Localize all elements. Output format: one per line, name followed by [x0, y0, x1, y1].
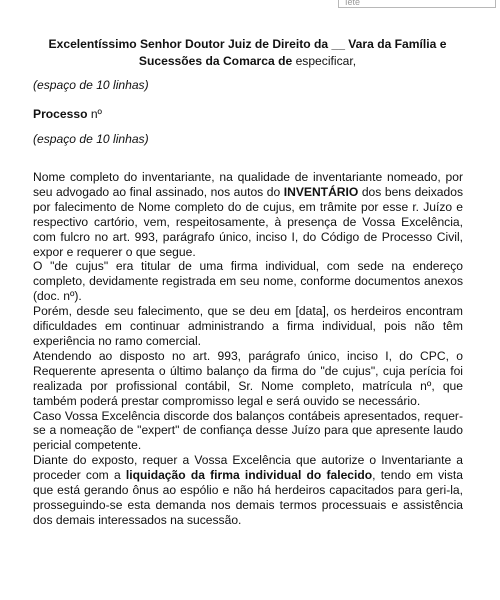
heading-addressee: Excelentíssimo Senhor Doutor Juiz de Direito da __ Vara da Família e Sucessões da Comarca de: [48, 37, 447, 68]
paragraph-request: [33, 453, 463, 528]
processo-label: Processo: [33, 107, 88, 121]
paragraph-firm: O "de cujus" era titular de uma firma individual, com sede na endereço completo, devidamente registrada em seu nome, conforme documentos anexos (doc. nº).: [33, 259, 463, 304]
paragraph-request-text-rest: , tendo em vista que está gerando ônus ao espólio e não há herdeiros capacitados para geri-la, prosseguindo-se esta demanda nos demais termos processuais e assistência dos demais interessados na sucessão.: [33, 468, 463, 527]
heading-placeholder: especificar,: [295, 54, 357, 68]
processo-number: nº: [90, 107, 102, 121]
space-note-2: (espaço de 10 linhas): [33, 132, 149, 146]
paragraph-balance: Atendendo ao disposto no art. 993, parágrafo único, inciso I, do CPC, o Requerente apresenta o último balanço da firma do "de cujus", cuja perícia foi realizada por profissional contábil, Sr. Nome completo, matrícula nº, que também poderá prestar compromisso legal e será ouvido se necessário.: [33, 348, 463, 408]
inventario-term: INVENTÁRIO: [283, 184, 359, 199]
paragraph-difficulties: Porém, desde seu falecimento, que se deu em [data], os herdeiros encontram dificuldades em continuar administrando a firma individual, pois não têm experiência no ramo comercial.: [33, 304, 463, 348]
space-note-1: (espaço de 10 linhas): [33, 78, 149, 92]
paragraph-intro-text: Nome completo do inventariante, na qualidade de inventariante nomeado, por seu advogado ao final assinado, nos autos do: [33, 170, 463, 199]
petition-body: [33, 170, 463, 528]
document-heading: [40, 36, 455, 70]
paragraph-request-text: Diante do exposto, requer a Vossa Excelência que autorize o Inventariante a proceder com a: [33, 453, 463, 483]
form-field[interactable]: Iete: [338, 0, 496, 8]
liquidation-term: liquidação da firma individual do falecido: [125, 468, 373, 483]
paragraph-intro-text-rest: dos bens deixados por falecimento de Nome completo do de cujus, em trâmite por esse r. Juízo e respectivo cartório, vem, respeitosamente, à presença de Vossa Excelência, com fulcro no art. 993, parágrafo único, inciso I, do Código de Processo Civil, expor e requerer o que segue.: [33, 184, 463, 259]
processo-line: [33, 106, 102, 123]
paragraph-expert: Caso Vossa Excelência discorde dos balanços contábeis apresentados, requer-se a nomeação de "expert" de confiança desse Juízo para que apresente laudo pericial competente.: [33, 408, 463, 453]
paragraph-intro: [33, 170, 463, 259]
